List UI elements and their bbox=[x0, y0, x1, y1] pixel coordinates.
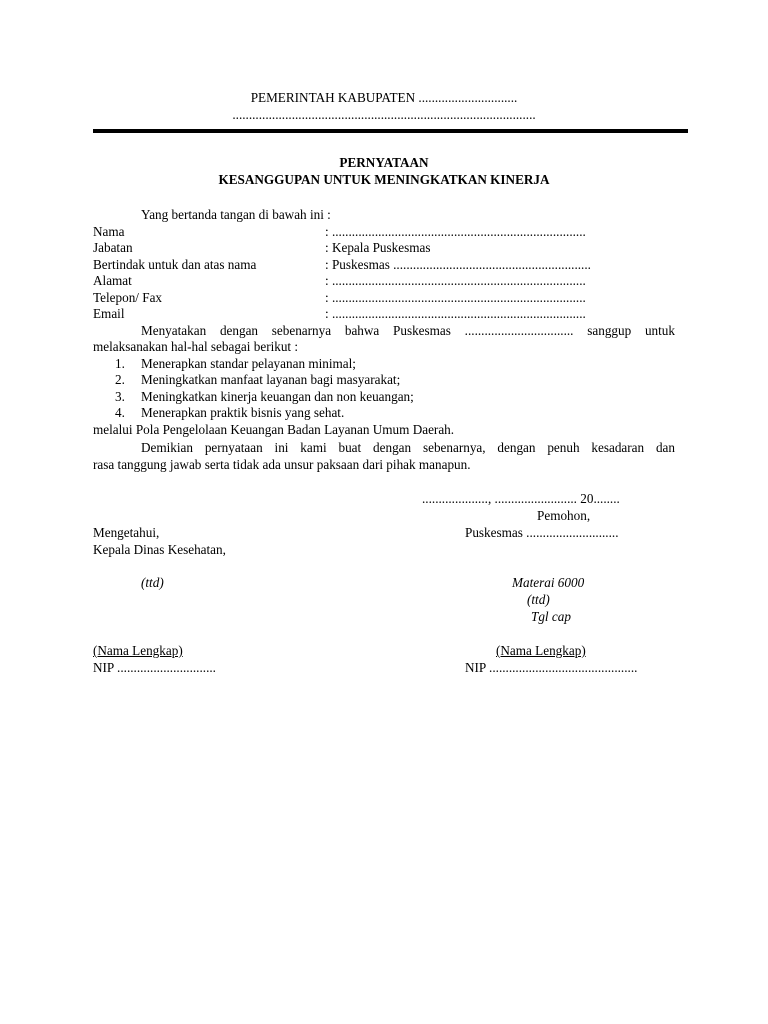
list-item-text: Meningkatkan kinerja keuangan dan non keuangan; bbox=[141, 389, 414, 404]
right-ttd: (ttd) bbox=[527, 592, 550, 607]
field-value-email: : ............................................................................. bbox=[325, 306, 586, 321]
statement-line-2: melaksanakan hal-hal sebagai berikut : bbox=[93, 339, 299, 354]
list-item-number: 1. bbox=[115, 356, 125, 371]
list-item-text: Meningkatkan manfaat layanan bagi masyarakat; bbox=[141, 372, 401, 387]
list-item-number: 3. bbox=[115, 389, 125, 404]
field-label-jabatan: Jabatan bbox=[93, 240, 133, 255]
field-value-nama: : ............................................................................. bbox=[325, 224, 586, 239]
field-label-alamat: Alamat bbox=[93, 273, 132, 288]
address-placeholder: ............................................................................................ bbox=[232, 107, 536, 122]
left-signer-name: (Nama Lengkap) bbox=[93, 643, 183, 658]
field-value-alamat: : ............................................................................. bbox=[325, 273, 586, 288]
left-signer-nip: NIP .............................. bbox=[93, 660, 216, 675]
kepala-dinas-label: Kepala Dinas Kesehatan, bbox=[93, 542, 226, 557]
document-subtitle: KESANGGUPAN UNTUK MENINGKATKAN KINERJA bbox=[218, 172, 550, 187]
field-label-telepon: Telepon/ Fax bbox=[93, 290, 163, 305]
pemohon-label: Pemohon, bbox=[537, 508, 591, 523]
field-label-bertindak: Bertindak untuk dan atas nama bbox=[93, 257, 257, 272]
date-line: ...................., ......................... 20........ bbox=[422, 491, 620, 506]
header-divider bbox=[93, 129, 688, 133]
materai-label: Materai 6000 bbox=[512, 575, 585, 590]
via-text: melalui Pola Pengelolaan Keuangan Badan Layanan Umum Daerah. bbox=[93, 422, 455, 437]
field-value-jabatan: : Kepala Puskesmas bbox=[325, 240, 431, 255]
list-item-number: 2. bbox=[115, 372, 125, 387]
field-value-bertindak: : Puskesmas ............................................................ bbox=[325, 257, 591, 272]
mengetahui-label: Mengetahui, bbox=[93, 525, 160, 540]
list-item-text: Menerapkan praktik bisnis yang sehat. bbox=[141, 405, 345, 420]
closing-line-1: Demikian pernyataan ini kami buat dengan sebenarnya, dengan penuh kesadaran dan bbox=[141, 440, 675, 455]
field-label-email: Email bbox=[93, 306, 125, 321]
list-item-text: Menerapkan standar pelayanan minimal; bbox=[141, 356, 356, 371]
intro-text: Yang bertanda tangan di bawah ini : bbox=[141, 207, 331, 222]
list-item-number: 4. bbox=[115, 405, 125, 420]
statement-line-1: Menyatakan dengan sebenarnya bahwa Puskesmas ................................. sanggup untuk bbox=[141, 323, 675, 338]
field-label-nama: Nama bbox=[93, 224, 125, 239]
tgl-cap-label: Tgl cap bbox=[531, 609, 571, 624]
left-ttd: (ttd) bbox=[141, 575, 164, 590]
right-signer-nip: NIP ............................................. bbox=[465, 660, 638, 675]
puskesmas-signer: Puskesmas ............................ bbox=[465, 525, 619, 540]
right-signer-name: (Nama Lengkap) bbox=[496, 643, 586, 658]
closing-line-2: rasa tanggung jawab serta tidak ada unsur paksaan dari pihak manapun. bbox=[93, 457, 471, 472]
field-value-telepon: : ............................................................................. bbox=[325, 290, 586, 305]
government-header: PEMERINTAH KABUPATEN .............................. bbox=[250, 90, 518, 105]
document-title: PERNYATAAN bbox=[339, 155, 429, 170]
